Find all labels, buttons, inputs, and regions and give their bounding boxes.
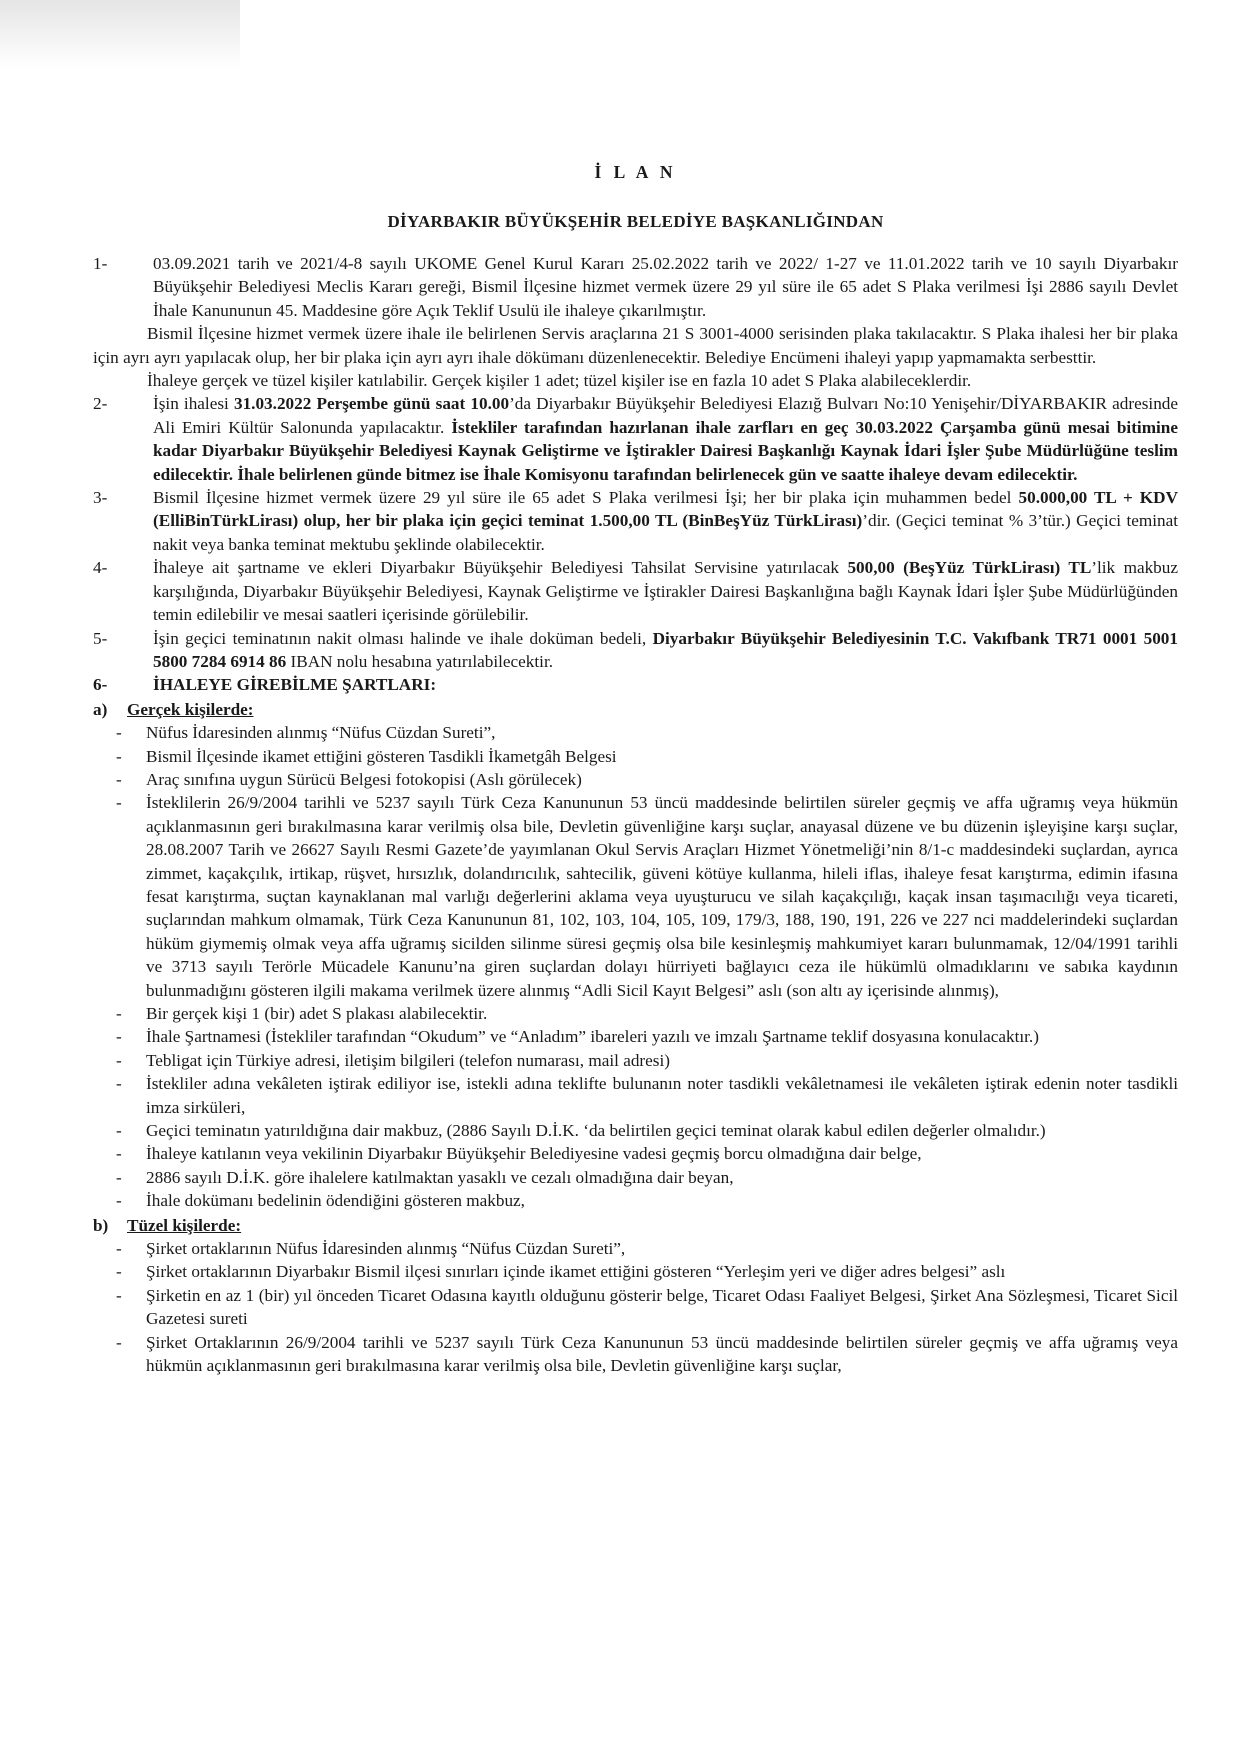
list-item: - İsteklilerin 26/9/2004 tarihli ve 5237 sayılı Türk Ceza Kanununun 53 üncü maddesinde belirtilen süreler geçmiş ve affa uğramış veya hükmün açıklanmasının geri bırakılmasına karar verilmiş olsa bile, Devletin güvenliğine karşı suçlar, anayasal düzene ve bu düzenin işleyişine karşı suçlar, 28.08.2007 Tarih ve 26627 Sayılı Resmi Gazete’de yayımlanan Okul Servis Araçları Hizmet Yönetmeliği’nin 8/1-c maddesindeki suçlardan, ayrıca zimmet, kaçakçılık, irtikap, rüşvet, hırsızlık, dolandırıcılık, sahtecilik, güveni kötüye kullanma, hileli iflas, ihaleye fesat karıştırma, edimin ifasına fesat karıştırma, suçtan kaynaklanan mal varlığı değerlerini aklama veya uyuşturucu ve silah kaçakçılığı, kaçak insan taşımacılığı veya ticareti, suçlarından mahkum olmamak, Türk Ceza Kanununun 81, 102, 103, 104, 105, 109, 179/3, 188, 190, 191, 226 ve 227 nci maddelerindeki suçlardan hüküm giymemiş olmak veya affa uğramış sicilden silinme süresi geçmiş olsa bile kesinleşmiş mahkumiyet kararı bulunmamak, 12/04/1991 tarihli ve 3713 sayılı Terörle Mücadele Kanunu’na giren suçlardan dolayı hürriyeti bağlayıcı ceza ile hükümlü olmadıklarını ve sabıka kaydının bulunmadığını gösteren ilgili makama verilmek üzere alınmış “Adli Sicil Kayıt Belgesi” aslı (son altı ay içerisinde alınmış), <box>116 791 1178 1002</box>
dash-bullet: - <box>116 793 122 813</box>
dash-bullet: - <box>116 1167 122 1187</box>
dash-bullet: - <box>116 1050 122 1070</box>
paragraph-text <box>153 486 1178 556</box>
text-run: ’da Diyarbakır Büyükşehir Belediyesi Elazığ Bulvarı No:10 Yenişehir/DİYARBAKIR adresinde Ali Emiri Kültür Salonunda yapılacaktır. <box>153 394 1179 437</box>
scan-smudge <box>0 0 240 70</box>
paragraph-number: 2- <box>93 394 108 414</box>
dash-bullet: - <box>116 746 122 766</box>
paragraph-number: 4- <box>93 558 108 578</box>
text-run: ’dir. (Geçici teminat % 3’tür.) Geçici teminat nakit veya banka teminat mektubu şeklinde olabilecektir. <box>153 511 1178 554</box>
list-item: - Şirket Ortaklarının 26/9/2004 tarihli ve 5237 sayılı Türk Ceza Kanununun 53 üncü maddesinde belirtilen süreler geçmiş ve affa uğramış veya hükmün açıklanmasının geri bırakılmasına karar verilmiş olsa bile, Devletin güvenliğine karşı suçlar, <box>116 1331 1178 1378</box>
paragraph-text <box>153 392 1178 486</box>
subsection-b-heading <box>93 1214 1178 1237</box>
paragraph-1-cont: Bismil İlçesine hizmet vermek üzere ihale ile belirlenen Servis araçlarına 21 S 3001-4000 serisinden plaka takılacaktır. S Plaka ihalesi her bir plaka için ayrı ayrı yapılacak olup, her bir plaka için ayrı ayrı ihale dökümanı düzenlenecektir. Belediye Encümeni ihaleyi yapıp yapmamakta serbesttir. <box>93 324 1178 367</box>
list-item: - Bismil İlçesinde ikamet ettiğini gösteren Tasdikli İkametgâh Belgesi <box>116 745 1178 768</box>
paragraph-text <box>153 556 1178 626</box>
paragraph-text <box>153 627 1178 674</box>
text-run: IBAN nolu hesabına yatırılabilecektir. <box>286 651 554 671</box>
dash-bullet: - <box>116 1144 122 1164</box>
list-item: - Şirketin en az 1 (bir) yıl önceden Ticaret Odasına kayıtlı olduğunu gösterir belge, Ticaret Odası Faaliyet Belgesi, Şirket Ana Sözleşmesi, Ticaret Sicil Gazetesi sureti <box>116 1284 1178 1331</box>
dash-bullet: - <box>116 1332 122 1352</box>
list-item: - İstekliler adına vekâleten iştirak ediliyor ise, istekli adına teklifte bulunanın noter tasdikli vekâletnamesi ile vekâleten iştirak edenin noter tasdikli imza sirküleri, <box>116 1072 1178 1119</box>
paragraph-1 <box>93 252 1178 322</box>
paragraph-2 <box>93 392 1178 486</box>
list-item: - İhaleye katılanın veya vekilinin Diyarbakır Büyükşehir Belediyesine vadesi geçmiş borcu olmadığına dair belge, <box>116 1142 1178 1165</box>
list-item: - 2886 sayılı D.İ.K. göre ihalelere katılmaktan yasaklı ve cezalı olmadığına dair beyan, <box>116 1166 1178 1189</box>
paragraph-4 <box>93 556 1178 626</box>
paragraph-text: 03.09.2021 tarih ve 2021/4-8 sayılı UKOME Genel Kurul Kararı 25.02.2022 tarih ve 2022/ 1-27 ve 11.01.2022 tarih ve 10 sayılı Diyarbakır Büyükşehir Belediyesi Meclis Kararı gereği, Bismil İlçesine hizmet vermek üzere 29 yıl süre ile 65 adet S Plaka verilmesi İşi 2886 sayılı Devlet İhale Kanununun 45. Maddesine göre Açık Teklif Usulü ile ihaleye çıkarılmıştır. <box>153 254 1178 320</box>
paragraph-5 <box>93 627 1178 674</box>
document-title: İ L A N <box>594 162 677 182</box>
paragraph-number: 1- <box>93 254 108 273</box>
date-time-bold: 31.03.2022 Perşembe günü saat 10.00 <box>233 394 510 414</box>
text-run: ’lik makbuz karşılığında, Diyarbakır Büyükşehir Belediyesi, Kaynak Geliştirme ve İştirakler Dairesi Başkanlığına bağlı Kaynak İdari İşler Şube Müdürlüğünden temin edilebilir ve mesai saatleri içerisinde görülebilir. <box>153 558 1178 625</box>
list-item: - Bir gerçek kişi 1 (bir) adet S plakası alabilecektir. <box>116 1002 1178 1025</box>
dash-bullet: - <box>116 1262 122 1282</box>
text-run: Bismil İlçesine hizmet vermek üzere 29 yıl süre ile 65 adet S Plaka verilmesi İşi; her bir plaka için muhammen bedel <box>153 488 1019 508</box>
list-item: - İhale dokümanı bedelinin ödendiğini gösteren makbuz, <box>116 1189 1178 1212</box>
list-item: - Şirket ortaklarının Nüfus İdaresinden alınmış “Nüfus Cüzdan Sureti”, <box>116 1237 1178 1260</box>
deadline-bold: İstekliler tarafından hazırlanan ihale zarfları en geç 30.03.2022 Çarşamba günü mesai bitimine kadar Diyarbakır Büyükşehir Belediyesi Kaynak Geliştirme ve İştirakler Dairesi Başkanlığı Kaynak İdari İşler Şube Müdürlüğüne teslim edilecektir. İhale belirlenen günde bitmez ise İhale Komisyonu tarafından belirlenecek gün ve saatte ihaleye devam edilecektir. <box>153 417 1178 484</box>
dash-bullet: - <box>116 1285 122 1305</box>
section-6-heading <box>93 673 1178 696</box>
requirements-list-a <box>93 721 1178 1213</box>
text-run: İşin geçici teminatının nakit olması halinde ve ihale doküman bedeli, <box>153 628 653 648</box>
subsection-a-heading <box>93 698 1178 721</box>
text-run: İşin ihalesi <box>153 394 234 414</box>
list-item: - Nüfus İdaresinden alınmış “Nüfus Cüzdan Sureti”, <box>116 721 1178 744</box>
dash-bullet: - <box>116 1027 122 1047</box>
subsection-label: b) <box>93 1215 109 1235</box>
list-item: - Geçici teminatın yatırıldığına dair makbuz, (2886 Sayılı D.İ.K. ‘da belirtilen geçici teminat olarak kabul edilen değerler olmalıdır.) <box>116 1119 1178 1142</box>
dash-bullet: - <box>116 1121 122 1141</box>
dash-bullet: - <box>116 1191 122 1211</box>
dash-bullet: - <box>116 1239 122 1259</box>
list-item: - Şirket ortaklarının Diyarbakır Bismil ilçesi sınırları içinde ikamet ettiğini gösteren “Yerleşim yeri ve diğer adres belgesi” aslı <box>116 1260 1178 1283</box>
requirements-list-b <box>93 1237 1178 1377</box>
list-item: - İhale Şartnamesi (İstekliler tarafından “Okudum” ve “Anladım” ibareleri yazılı ve imzalı Şartname teklif dosyasına konulacaktır.) <box>116 1025 1178 1048</box>
subsection-title: Gerçek kişilerde: <box>127 699 254 719</box>
paragraph-number: 3- <box>93 488 108 508</box>
dash-bullet: - <box>116 1004 122 1023</box>
list-item: - Tebligat için Türkiye adresi, iletişim bilgileri (telefon numarası, mail adresi) <box>116 1049 1178 1072</box>
paragraph-number: 5- <box>93 628 108 648</box>
subsection-label: a) <box>93 699 108 719</box>
document-body <box>93 160 1178 1378</box>
dash-bullet: - <box>116 1074 122 1094</box>
dash-bullet: - <box>116 723 122 743</box>
paragraph-1-cont-2: İhaleye gerçek ve tüzel kişiler katılabilir. Gerçek kişiler 1 adet; tüzel kişiler ise en fazla 10 adet S Plaka alabileceklerdir. <box>147 371 972 391</box>
list-item: - Araç sınıfına uygun Sürücü Belgesi fotokopisi (Aslı görülecek) <box>116 768 1178 791</box>
section-heading-text: İHALEYE GİREBİLME ŞARTLARI: <box>153 675 437 695</box>
fee-bold: 500,00 (BeşYüz TürkLirası) TL <box>847 558 1092 578</box>
subsection-title: Tüzel kişilerde: <box>127 1215 242 1235</box>
paragraph-3 <box>93 486 1178 556</box>
document-subtitle: DİYARBAKIR BÜYÜKŞEHİR BELEDİYE BAŞKANLIĞINDAN <box>387 212 884 231</box>
dash-bullet: - <box>116 769 122 789</box>
iban-bold: Diyarbakır Büyükşehir Belediyesinin T.C. Vakıfbank TR71 0001 5001 5800 7284 6914 86 <box>153 628 1178 671</box>
text-run: İhaleye ait şartname ve ekleri Diyarbakır Büyükşehir Belediyesi Tahsilat Servisine yatırılacak <box>153 558 848 578</box>
price-bold: 50.000,00 TL + KDV (ElliBinTürkLirası) olup, her bir plaka için geçici teminat 1.500,00 TL (BinBeşYüz TürkLirası) <box>153 488 1179 531</box>
paragraph-number: 6- <box>93 675 108 695</box>
